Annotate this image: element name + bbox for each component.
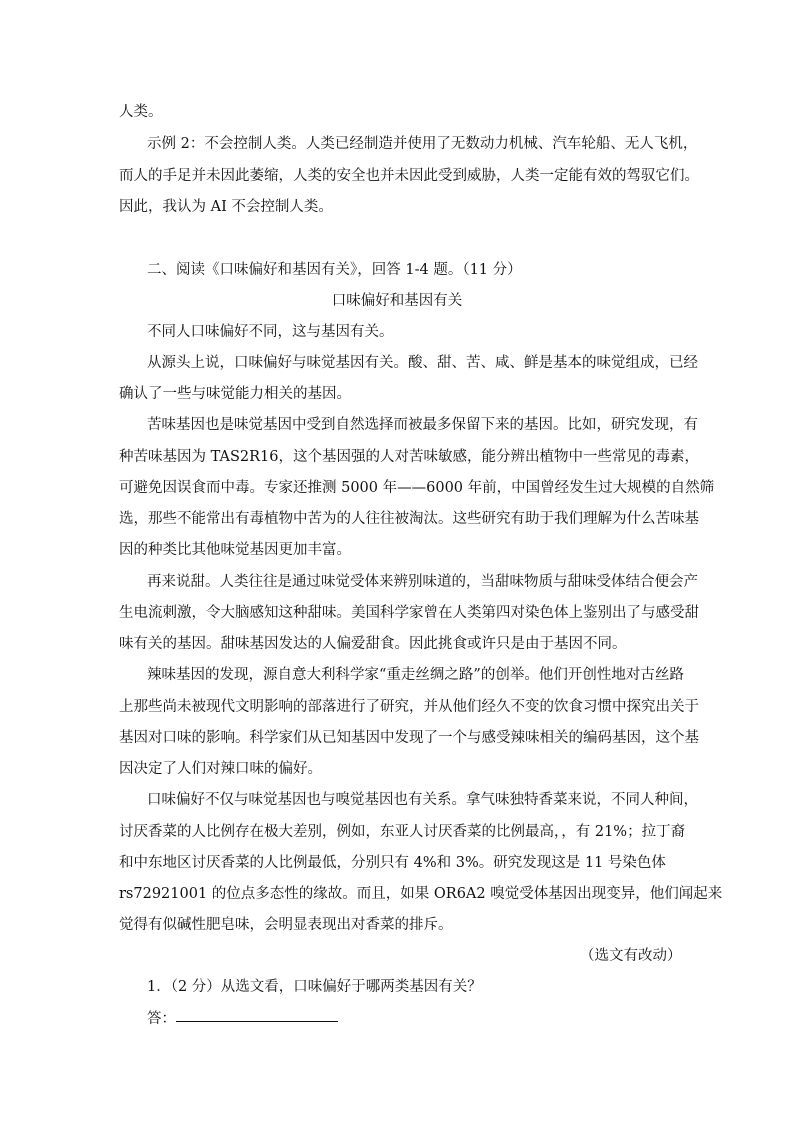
article-title: 口味偏好和基因有关 — [331, 293, 463, 309]
article-line-17: 讨厌香菜的人比例存在极大差别，例如，东亚人讨厌香菜的比例最高，，有 21%；拉丁裔 — [119, 824, 686, 840]
article-line-9: 再来说甜。人类往往是通过味觉受体来辨别味道的，当甜味物质与甜味受体结合便会产 — [147, 574, 698, 590]
answer-label: 答： — [147, 1011, 176, 1027]
answer-blank-line[interactable] — [176, 1021, 338, 1022]
article-line-16: 口味偏好不仅与味觉基因也与嗅觉基因也有关系。拿气味独特香菜来说，不同人种间， — [147, 792, 698, 808]
article-line-10: 生电流刺激，令大脑感知这种甜味。美国科学家曾在人类第四对染色体上鉴别出了与感受甜 — [119, 605, 699, 621]
article-line-7: 选，那些不能常出有毒植物中苦为的人往往被淘汰。这些研究有助于我们理解为什么苦味基 — [119, 511, 699, 527]
intro-line-1: 人类。 — [119, 104, 163, 120]
article-line-3: 确认了一些与味觉能力相关的基因。 — [119, 386, 351, 402]
article-line-14: 基因对口味的影响。科学家们从已知基因中发现了一个与感受辣味相关的编码基因，这个基 — [119, 730, 699, 746]
article-line-12: 辣味基因的发现，源自意大利科学家“重走丝绸之路”的创举。他们开创性地对古丝路 — [147, 667, 684, 683]
article-line-13: 上那些尚未被现代文明影响的部落进行了研究，并从他们经久不变的饮食习惯中探究出关于 — [119, 699, 699, 715]
article-line-1: 不同人口味偏好不同，这与基因有关。 — [147, 324, 394, 340]
intro-line-2: 示例 2：不会控制人类。人类已经制造并使用了无数动力机械、汽车轮船、无人飞机， — [147, 136, 698, 152]
article-line-20: 觉得有似碱性肥皂味，会明显表现出对香菜的排斥。 — [119, 917, 453, 933]
article-line-19: rs72921001 的位点多态性的缘故。而且，如果 OR6A2 嗅觉受体基因出现变异，他们闻起来 — [119, 886, 723, 902]
source-note: （选文有改动） — [580, 948, 682, 964]
intro-line-4: 因此，我认为 AI 不会控制人类。 — [119, 199, 333, 215]
article-line-4: 苦味基因也是味觉基因中受到自然选择而被最多保留下来的基因。比如，研究发现，有 — [147, 417, 698, 433]
article-line-15: 因决定了人们对辣口味的偏好。 — [119, 761, 322, 777]
article-line-8: 因的种类比其他味觉基因更加丰富。 — [119, 542, 351, 558]
article-line-5: 种苦味基因为 TAS2R16，这个基因强的人对苦味敏感，能分辨出植物中一些常见的毒素， — [119, 449, 699, 465]
article-line-2: 从源头上说，口味偏好与味觉基因有关。酸、甜、苦、咸、鲜是基本的味觉组成，已经 — [147, 355, 698, 371]
article-line-18: 和中东地区讨厌香菜的人比例最低，分别只有 4%和 3%。研究发现这是 11 号染色体 — [119, 855, 666, 871]
section-heading: 二、阅读《口味偏好和基因有关》，回答 1-4 题。（11 分） — [147, 262, 522, 278]
question-1-text: 1．（2 分）从选文看，口味偏好于哪两类基因有关？ — [147, 979, 482, 995]
intro-line-3: 而人的手足并未因此萎缩，人类的安全也并未因此受到威胁，人类一定能有效的驾驭它们。 — [119, 168, 699, 184]
article-line-6: 可避免因误食而中毒。专家还推测 5000 年——6000 年前，中国曾经发生过大规模的自然筛 — [119, 480, 715, 496]
article-line-11: 味有关的基因。甜味基因发达的人偏爱甜食。因此挑食或许只是由于基因不同。 — [119, 636, 627, 652]
